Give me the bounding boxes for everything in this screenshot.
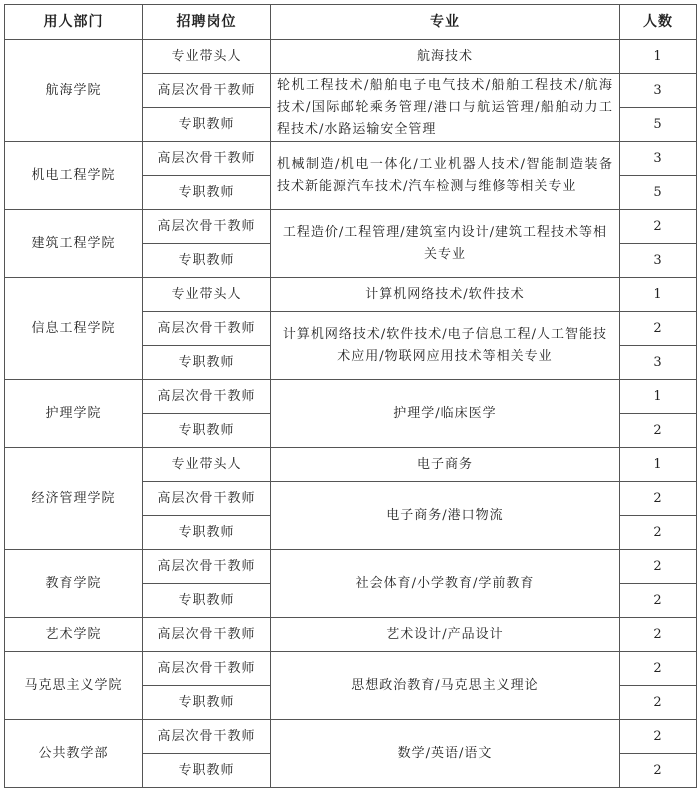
post-cell: 高层次骨干教师 [143, 312, 271, 346]
major-cell: 护理学/临床医学 [271, 380, 620, 448]
major-cell: 艺术设计/产品设计 [271, 618, 620, 652]
post-cell: 高层次骨干教师 [143, 210, 271, 244]
recruitment-table [4, 4, 697, 788]
count-cell: 2 [620, 754, 697, 788]
header-post: 招聘岗位 [143, 5, 271, 40]
post-cell: 专职教师 [143, 516, 271, 550]
header-major: 专业 [271, 5, 620, 40]
major-cell: 电子商务/港口物流 [271, 482, 620, 550]
table-row [5, 380, 697, 414]
post-cell: 专职教师 [143, 346, 271, 380]
table-row [5, 40, 697, 74]
post-cell: 高层次骨干教师 [143, 380, 271, 414]
count-cell: 2 [620, 312, 697, 346]
count-cell: 2 [620, 720, 697, 754]
count-cell: 2 [620, 550, 697, 584]
table-row [5, 278, 697, 312]
count-cell: 2 [620, 686, 697, 720]
header-count: 人数 [620, 5, 697, 40]
dept-cell: 航海学院 [5, 40, 143, 142]
major-cell: 数学/英语/语文 [271, 720, 620, 788]
count-cell: 3 [620, 346, 697, 380]
dept-cell: 经济管理学院 [5, 448, 143, 550]
table-row [5, 448, 697, 482]
major-cell: 工程造价/工程管理/建筑室内设计/建筑工程技术等相关专业 [271, 210, 620, 278]
count-cell: 3 [620, 74, 697, 108]
count-cell: 2 [620, 516, 697, 550]
major-cell: 轮机工程技术/船舶电子电气技术/船舶工程技术/航海技术/国际邮轮乘务管理/港口与航运管理/船舶动力工程技术/水路运输安全管理 [271, 74, 620, 142]
post-cell: 专职教师 [143, 754, 271, 788]
dept-cell: 护理学院 [5, 380, 143, 448]
count-cell: 5 [620, 176, 697, 210]
major-cell: 航海技术 [271, 40, 620, 74]
major-cell: 社会体育/小学教育/学前教育 [271, 550, 620, 618]
table-row [5, 652, 697, 686]
post-cell: 高层次骨干教师 [143, 74, 271, 108]
count-cell: 3 [620, 244, 697, 278]
dept-cell: 建筑工程学院 [5, 210, 143, 278]
count-cell: 1 [620, 380, 697, 414]
count-cell: 1 [620, 278, 697, 312]
count-cell: 2 [620, 210, 697, 244]
post-cell: 专职教师 [143, 108, 271, 142]
major-cell: 计算机网络技术/软件技术/电子信息工程/人工智能技术应用/物联网应用技术等相关专业 [271, 312, 620, 380]
post-cell: 高层次骨干教师 [143, 482, 271, 516]
post-cell: 专职教师 [143, 686, 271, 720]
post-cell: 专业带头人 [143, 278, 271, 312]
major-cell: 电子商务 [271, 448, 620, 482]
post-cell: 专业带头人 [143, 448, 271, 482]
major-cell: 思想政治教育/马克思主义理论 [271, 652, 620, 720]
major-cell: 机械制造/机电一体化/工业机器人技术/智能制造装备技术新能源汽车技术/汽车检测与维修等相关专业 [271, 142, 620, 210]
count-cell: 2 [620, 482, 697, 516]
header-row [5, 5, 697, 40]
dept-cell: 教育学院 [5, 550, 143, 618]
count-cell: 3 [620, 142, 697, 176]
count-cell: 1 [620, 448, 697, 482]
table-row [5, 618, 697, 652]
table-row [5, 550, 697, 584]
count-cell: 2 [620, 618, 697, 652]
dept-cell: 马克思主义学院 [5, 652, 143, 720]
post-cell: 高层次骨干教师 [143, 550, 271, 584]
major-cell: 计算机网络技术/软件技术 [271, 278, 620, 312]
count-cell: 2 [620, 652, 697, 686]
post-cell: 专职教师 [143, 584, 271, 618]
post-cell: 专业带头人 [143, 40, 271, 74]
post-cell: 专职教师 [143, 176, 271, 210]
dept-cell: 公共教学部 [5, 720, 143, 788]
dept-cell: 信息工程学院 [5, 278, 143, 380]
count-cell: 1 [620, 40, 697, 74]
table-row [5, 142, 697, 176]
post-cell: 专职教师 [143, 414, 271, 448]
header-dept: 用人部门 [5, 5, 143, 40]
post-cell: 高层次骨干教师 [143, 618, 271, 652]
count-cell: 2 [620, 584, 697, 618]
dept-cell: 艺术学院 [5, 618, 143, 652]
table-row [5, 210, 697, 244]
post-cell: 高层次骨干教师 [143, 142, 271, 176]
post-cell: 高层次骨干教师 [143, 652, 271, 686]
post-cell: 高层次骨干教师 [143, 720, 271, 754]
dept-cell: 机电工程学院 [5, 142, 143, 210]
post-cell: 专职教师 [143, 244, 271, 278]
count-cell: 5 [620, 108, 697, 142]
table-row [5, 720, 697, 754]
count-cell: 2 [620, 414, 697, 448]
